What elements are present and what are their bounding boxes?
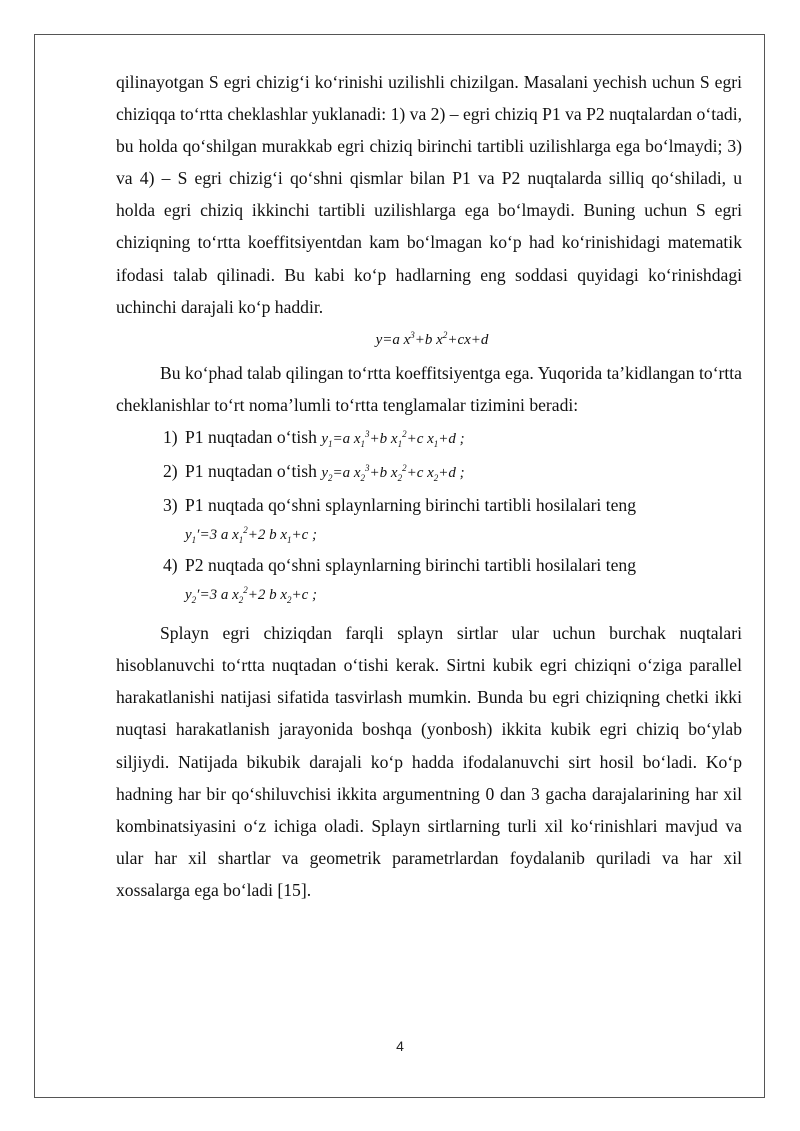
equation-3: $y_1'=3$ a $x_1^2+2$ b $x_1+c$ ; (185, 525, 318, 546)
equation-1: $y_1=a$ $x_1^3+b$ $x_1^2+c$ $x_1+d$ ; (321, 428, 465, 449)
paragraph-2: Bu ko‘phad talab qilingan to‘rtta koeffitsiyentga ega. Yuqorida ta’kidlangan to‘rtta cheklanishlar to‘rt noma’lumli to‘rtta tenglamalar tizimini beradi: (116, 362, 742, 415)
list-item: 2) P1 nuqtadan o‘tish $y_2=a$ $x_2^3+b$ $x_2^2+c$ $x_2+d$ ; (163, 461, 465, 484)
paragraph-1: qilinayotgan S egri chizig‘i ko‘rinishi uzilishli chizilgan. Masalani yechish uchun S egri chiziqqa to‘rtta cheklashlar yuklanadi: 1) va 2) – egri chiziq P1 va P2 nuqtalardan o‘tadi, bu holda qo‘shilgan murakkab egri chiziq birinchi tartibli uzilishlarga ega bo‘lmaydi; 3) va 4) – S egri chizig‘i qo‘shni qismlar bilan P1 va P2 nuqtalarda silliq qo‘shiladi, u holda egri chiziq ikkinchi tartibli uzilishlarga ega bo‘lmaydi. Buning uchun S egri chiziqning to‘rtta koeffitsiyentdan kam bo‘lmagan ko‘p had ko‘rinishidagi matematik ifodasi talab qilinadi. Bu kabi ko‘p hadlarning eng soddasi quyidagi ko‘rinishdagi uchinchi darajali ko‘p haddir. (116, 72, 742, 317)
document-body (116, 66, 742, 906)
cubic-polynomial-formula: y=a $x^3+b$ $x^2+cx+d$ (375, 329, 489, 348)
list-item: 4) P2 nuqtada qo‘shni splaynlarning birinchi tartibli hosilalari teng $y_2'=3$ a $x_2^2+2$ b $x_2+c$ ; (116, 549, 742, 609)
equation-2: $y_2=a$ $x_2^3+b$ $x_2^2+c$ $x_2+d$ ; (321, 463, 465, 484)
list-item: 3) P1 nuqtada qo‘shni splaynlarning birinchi tartibli hosilalari teng $y_1'=3$ a $x_1^2+2$ b $x_1+c$ ; (116, 489, 742, 549)
list-item: 1) P1 nuqtadan o‘tish $y_1=a$ $x_1^3+b$ $x_1^2+c$ $x_1+d$ ; (163, 426, 465, 449)
page-number: 4 (396, 1038, 404, 1054)
paragraph-3: Splayn egri chiziqdan farqli splayn sirtlar ular uchun burchak nuqtalari hisoblanuvchi to‘rtta nuqtadan o‘tishi kerak. Sirtni kubik egri chiziqni o‘ziga parallel harakatlanishi natijasi sifatida tasvirlash mumkin. Bunda bu egri chiziqning chetki ikki nuqtasi harakatlanish jarayonida boshqa (yonbosh) ikkita kubik egri chiziq bo‘ylab siljiydi. Natijada bikubik darajali ko‘p hadda ifodalanuvchi sirt hosil bo‘ladi. Ko‘p hadning har bir qo‘shiluvchisi ikkita argumentning 0 dan 3 gacha darajalarining har xil kombinatsiyasini o‘z ichiga oladi. Splayn sirtlarning turli xil ko‘rinishlari mavjud va ular har xil shartlar va geometrik parametrlardan foydalanib quriladi va har xil xossalarga ega bo‘ladi [15]. (116, 623, 742, 900)
constraint-list (116, 421, 742, 609)
equation-4: $y_2'=3$ a $x_2^2+2$ b $x_2+c$ ; (185, 585, 318, 606)
